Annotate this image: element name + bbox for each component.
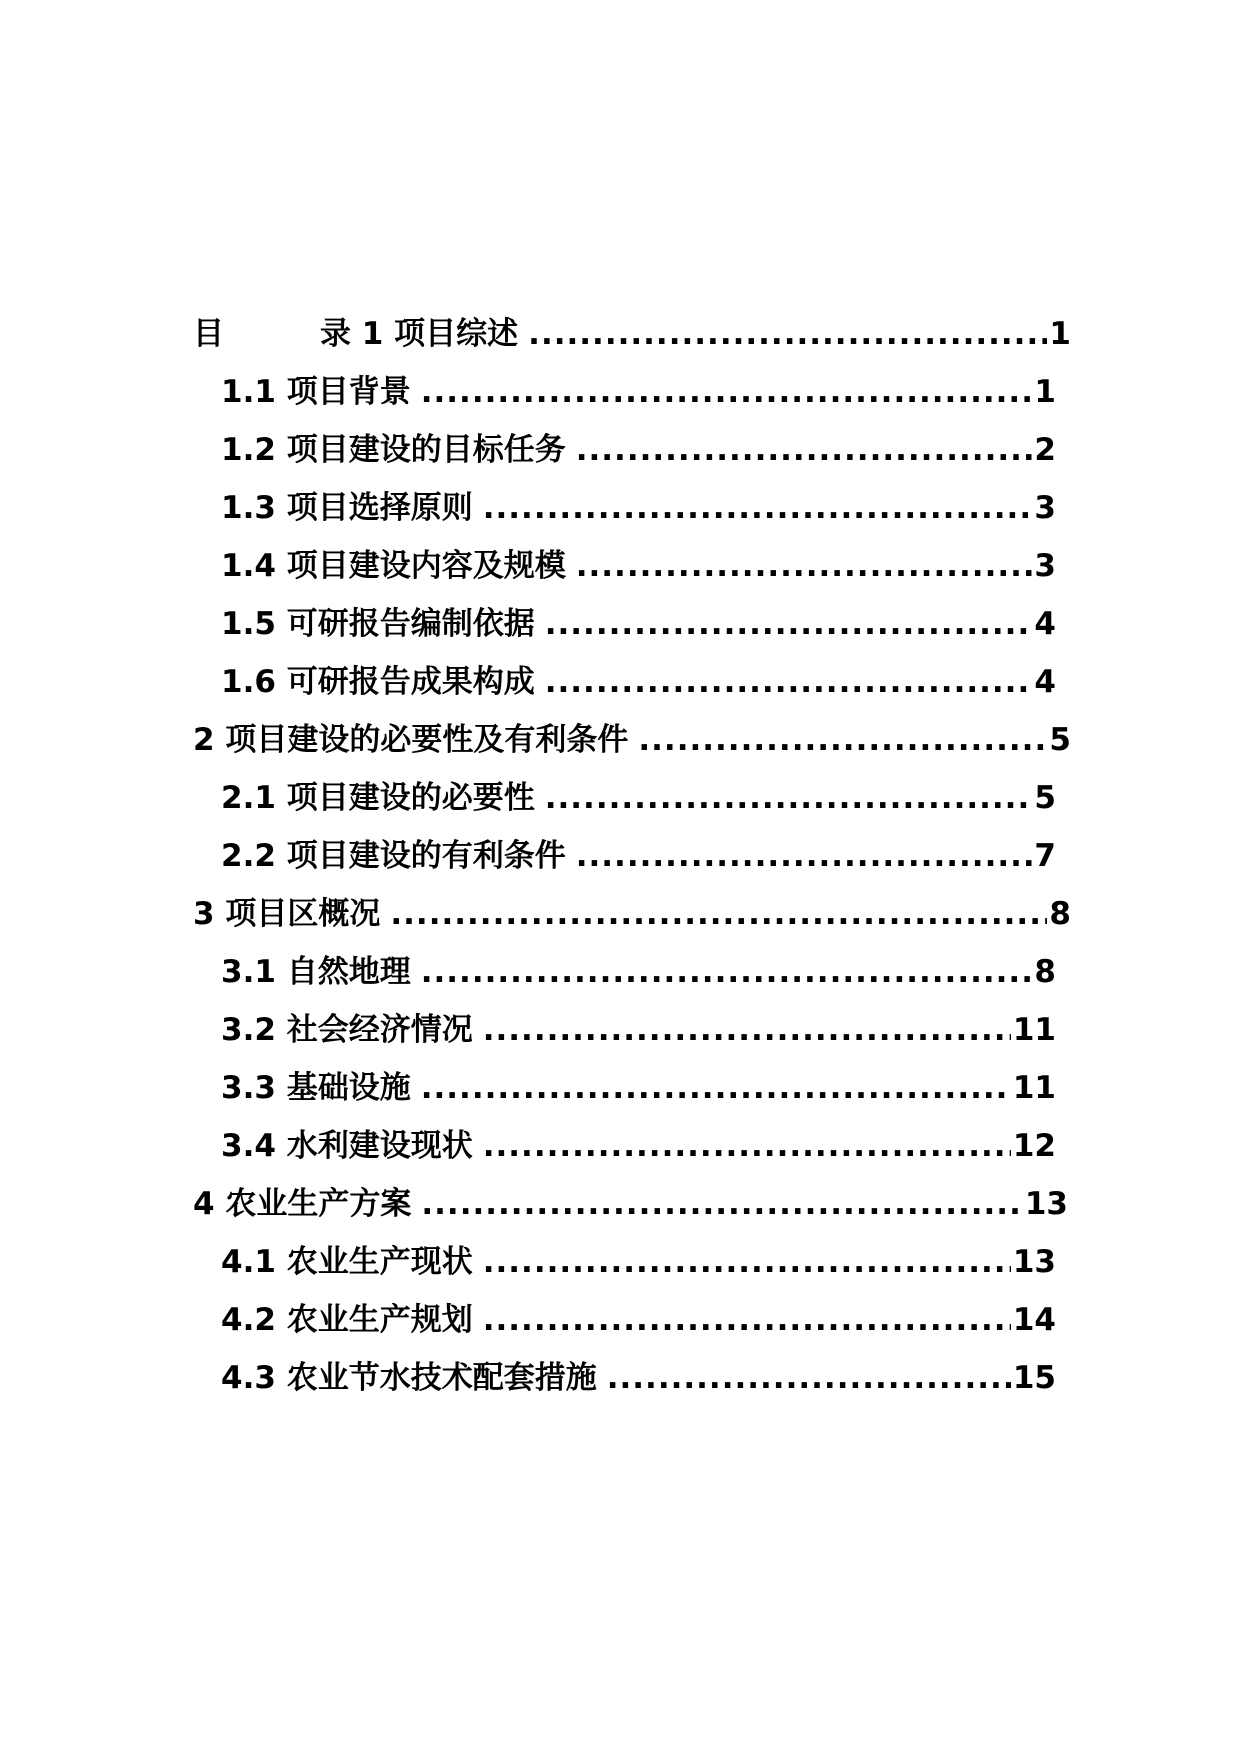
toc-page-number: 1 (1049, 316, 1071, 352)
toc-dot-leader (545, 660, 1033, 704)
toc-entry[interactable] (221, 1240, 1056, 1284)
toc-entry[interactable] (193, 718, 1071, 762)
toc-entry-title: 3.4 水利建设现状 (221, 1128, 473, 1164)
toc-page-number: 8 (1049, 896, 1071, 932)
toc-page-number: 15 (1012, 1360, 1056, 1396)
toc-entry-title: 4.3 农业节水技术配套措施 (221, 1360, 597, 1396)
toc-page-number: 4 (1034, 606, 1056, 642)
toc-dot-leader (421, 1066, 1011, 1110)
toc-entry-title: 1.1 项目背景 (221, 374, 411, 410)
toc-page-number: 4 (1034, 664, 1056, 700)
toc-dot-leader (545, 776, 1033, 820)
toc-dot-leader (483, 1008, 1011, 1052)
toc-entry[interactable] (221, 1008, 1056, 1052)
toc-entry[interactable] (221, 370, 1056, 414)
toc-dot-leader (421, 1182, 1022, 1226)
toc-page-number: 5 (1034, 780, 1056, 816)
toc-dot-leader (528, 312, 1047, 356)
toc-page-number: 3 (1034, 548, 1056, 584)
toc-page-number: 14 (1012, 1302, 1056, 1338)
toc-entry-title: 1.6 可研报告成果构成 (221, 664, 535, 700)
toc-entry[interactable] (193, 892, 1071, 936)
toc-entry-title: 3.2 社会经济情况 (221, 1012, 473, 1048)
toc-page-number: 13 (1024, 1186, 1068, 1222)
toc-page-number: 3 (1034, 490, 1056, 526)
toc-entry-title: 4.1 农业生产现状 (221, 1244, 473, 1280)
toc-entry[interactable] (221, 950, 1056, 994)
toc-entry-title: 2.1 项目建设的必要性 (221, 780, 535, 816)
toc-dot-leader (545, 602, 1033, 646)
toc-dot-leader (483, 1240, 1011, 1284)
toc-entry[interactable] (193, 312, 1071, 356)
toc-entry[interactable] (221, 428, 1056, 472)
toc-dot-leader (638, 718, 1047, 762)
toc-entry-title: 3.1 自然地理 (221, 954, 411, 990)
toc-entry[interactable] (221, 1298, 1056, 1342)
toc-entry-label: 1 项目综述 (361, 316, 519, 352)
toc-entry-title (193, 312, 518, 356)
toc-page-number: 12 (1012, 1128, 1056, 1164)
toc-entry[interactable] (221, 776, 1056, 820)
toc-dot-leader (576, 428, 1033, 472)
toc-entry-title: 1.3 项目选择原则 (221, 490, 473, 526)
toc-page-number: 11 (1012, 1070, 1056, 1106)
toc-page-number: 1 (1034, 374, 1056, 410)
toc-entry-title: 3 项目区概况 (193, 896, 381, 932)
toc-entry[interactable] (221, 602, 1056, 646)
toc-entry-title: 2.2 项目建设的有利条件 (221, 838, 566, 874)
toc-entry[interactable] (221, 486, 1056, 530)
toc-dot-leader (483, 486, 1033, 530)
toc-dot-leader (421, 370, 1033, 414)
toc-entry[interactable] (193, 1182, 1068, 1226)
toc-dot-leader (483, 1124, 1011, 1168)
toc-entry[interactable] (221, 1356, 1056, 1400)
toc-page-number: 2 (1034, 432, 1056, 468)
toc-entry-title: 2 项目建设的必要性及有利条件 (193, 722, 629, 758)
toc-page-number: 8 (1034, 954, 1056, 990)
toc-page-number: 11 (1012, 1012, 1056, 1048)
toc-dot-leader (576, 834, 1033, 878)
toc-heading-right: 录 (320, 316, 351, 352)
toc-dot-leader (390, 892, 1047, 936)
toc-entry-title: 4.2 农业生产规划 (221, 1302, 473, 1338)
toc-entry-title: 3.3 基础设施 (221, 1070, 411, 1106)
toc-entry[interactable] (221, 1066, 1056, 1110)
toc-page-number: 13 (1012, 1244, 1056, 1280)
toc-entry-title: 1.2 项目建设的目标任务 (221, 432, 566, 468)
toc-entry-title: 4 农业生产方案 (193, 1186, 412, 1222)
toc-dot-leader (421, 950, 1033, 994)
toc-heading-left: 目 (193, 316, 224, 352)
toc-entry[interactable] (221, 1124, 1056, 1168)
toc-entry[interactable] (221, 544, 1056, 588)
toc-entry[interactable] (221, 834, 1056, 878)
toc-dot-leader (576, 544, 1033, 588)
toc-page-number: 7 (1034, 838, 1056, 874)
toc-dot-leader (607, 1356, 1011, 1400)
toc-entry-title: 1.5 可研报告编制依据 (221, 606, 535, 642)
toc-entry[interactable] (221, 660, 1056, 704)
toc-page-number: 5 (1049, 722, 1071, 758)
toc-dot-leader (483, 1298, 1011, 1342)
toc-entry-title: 1.4 项目建设内容及规模 (221, 548, 566, 584)
